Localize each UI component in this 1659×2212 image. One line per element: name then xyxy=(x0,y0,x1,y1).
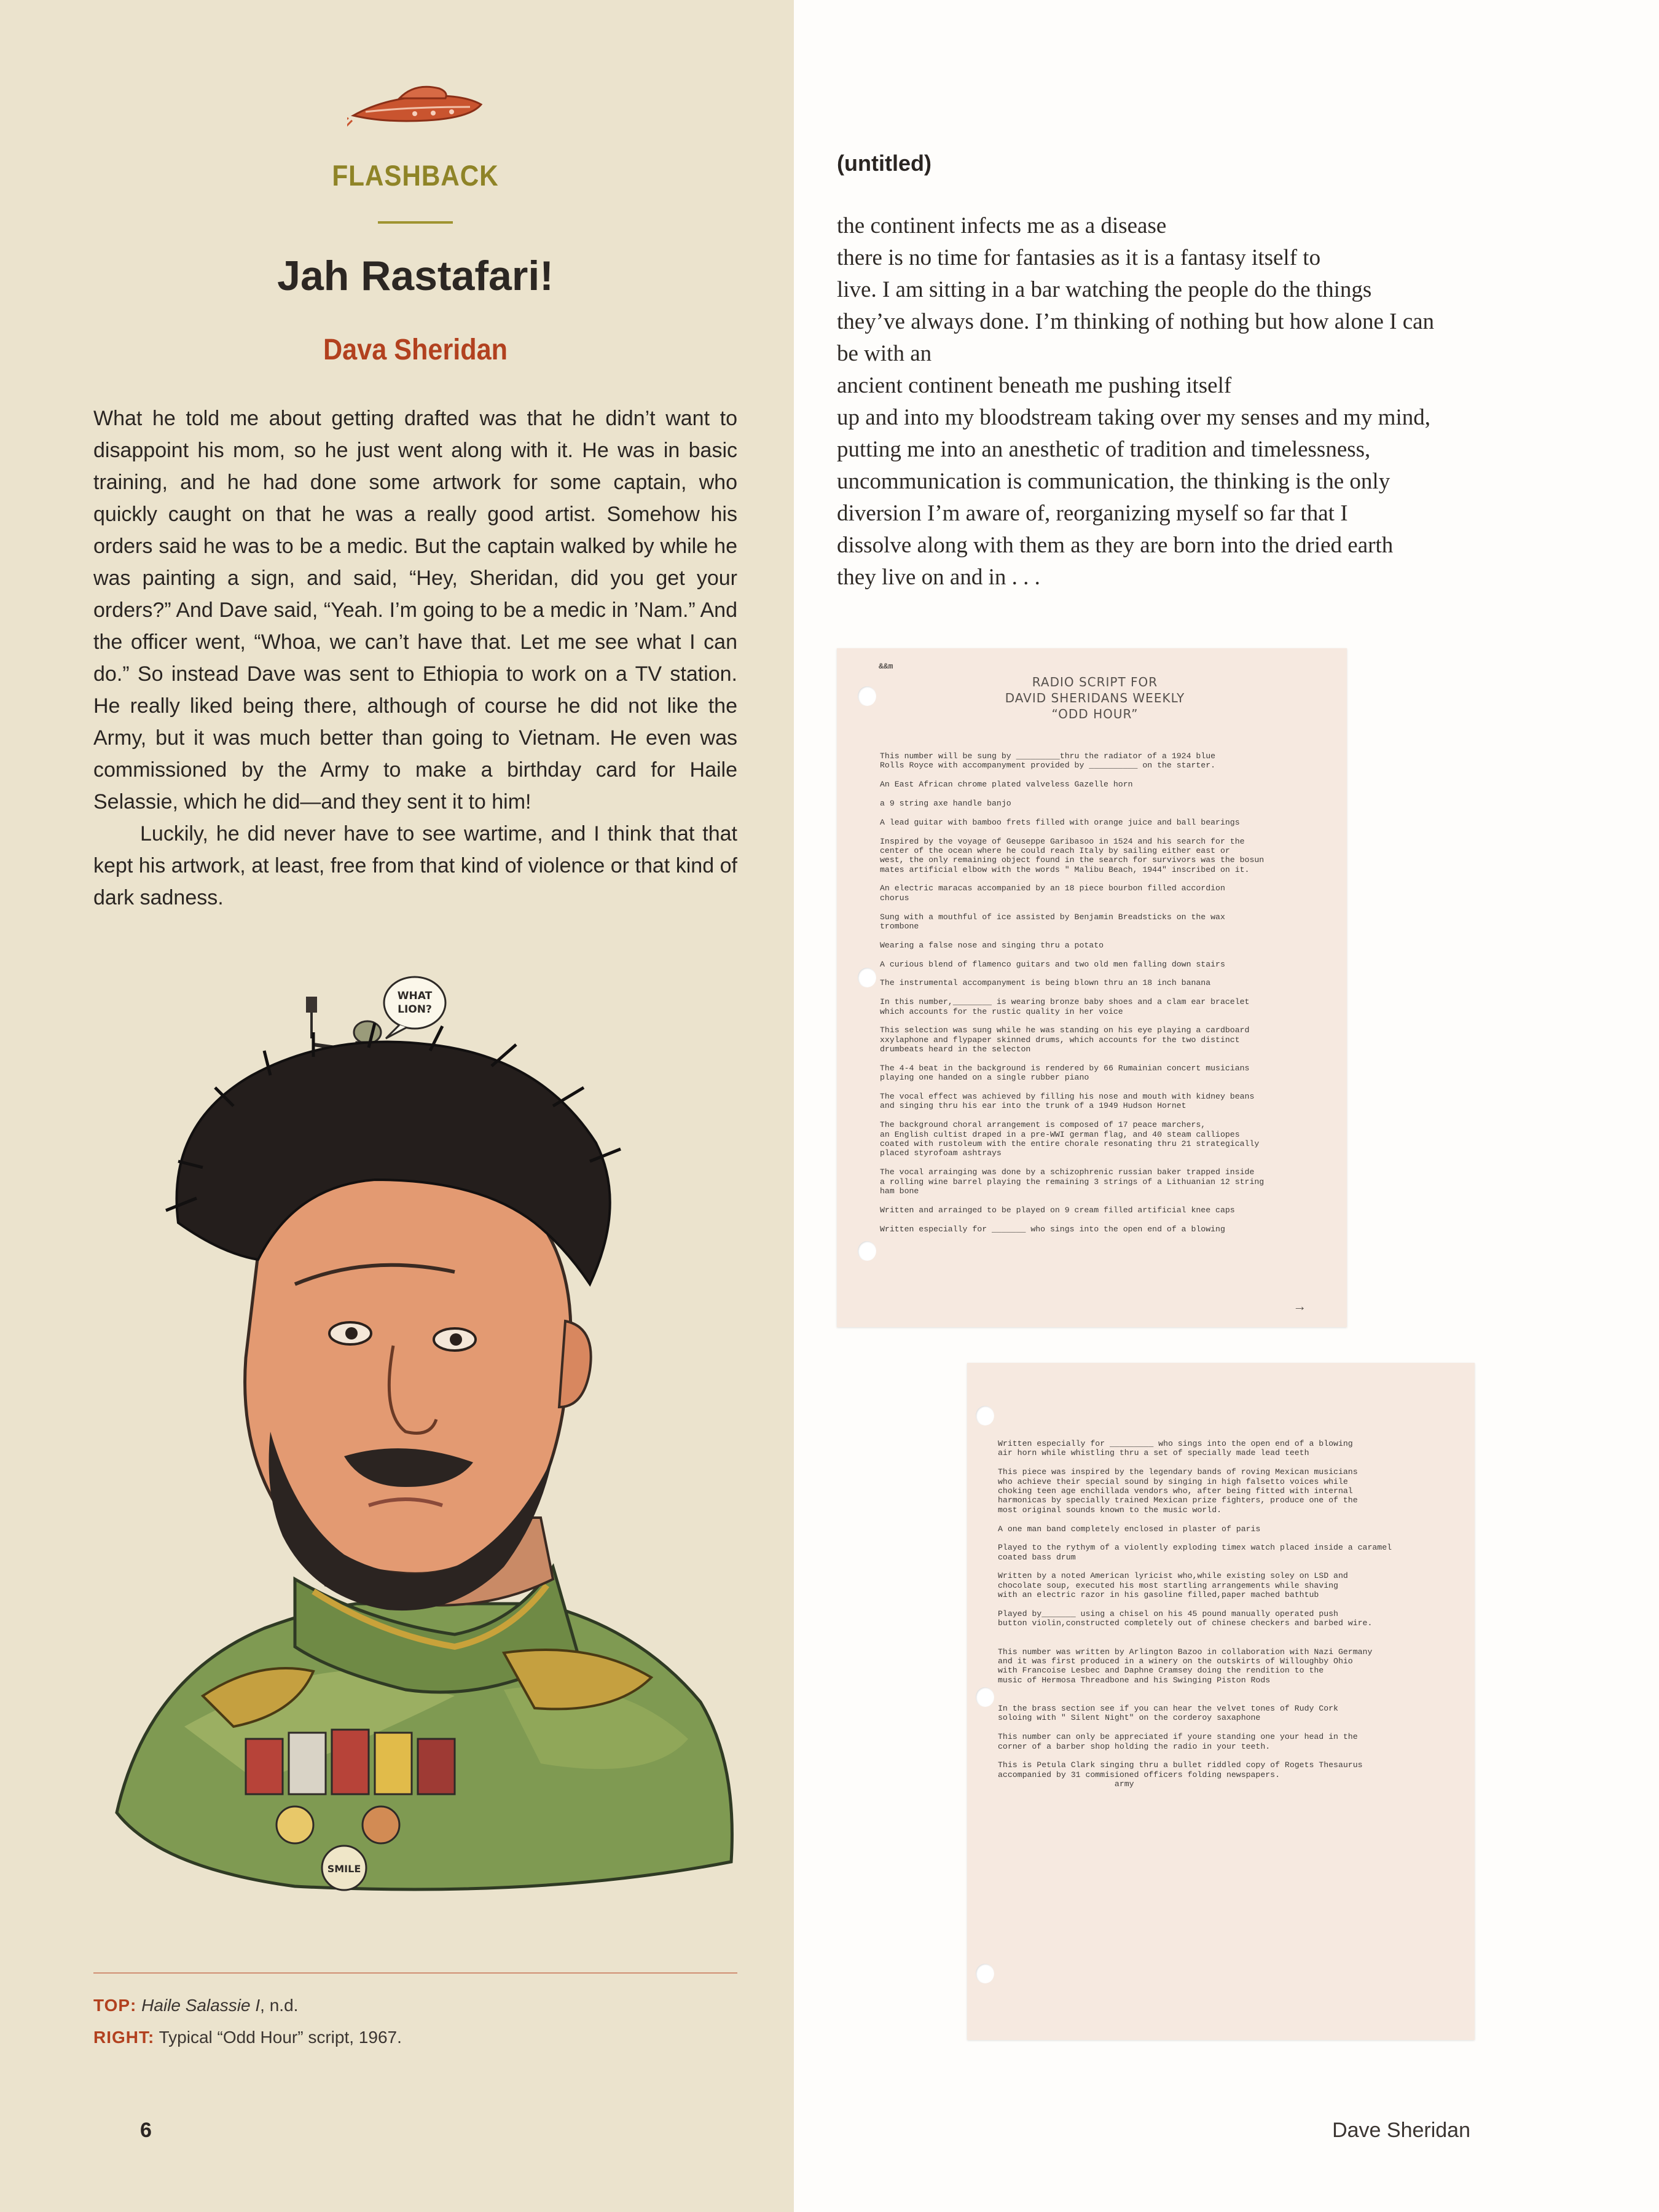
script-line: center of the ocean where he could reach Italy by sailing either east or xyxy=(880,845,1230,855)
running-head: Dave Sheridan xyxy=(1332,2119,1470,2142)
poem-line: be with an xyxy=(837,341,932,366)
caption-top-label: TOP: xyxy=(93,1996,137,2015)
script-line: a 9 string axe handle banjo xyxy=(880,798,1011,808)
script-line xyxy=(880,1054,1264,1064)
script-line: This number will be sung by _________thru the radiator of a 1924 blue xyxy=(880,751,1216,761)
smile-badge-text: SMILE xyxy=(327,1863,361,1875)
arrow-icon: → xyxy=(1295,1300,1304,1315)
kicker-rule xyxy=(378,221,453,224)
script-line xyxy=(998,1685,1392,1694)
script-line: This piece was inspired by the legendary bands of roving Mexican musicians xyxy=(998,1467,1358,1477)
script-line: chocolate soup, executed his most startling arrangements while shaving xyxy=(998,1580,1338,1590)
corner-mark: &&m xyxy=(879,662,893,671)
script-page-1 xyxy=(837,648,1347,1327)
script-line: playing one handed on a single rubber piano xyxy=(880,1073,1089,1083)
script-line: drumbeats heard in the selecton xyxy=(880,1045,1031,1054)
script-line: Written especially for _______ who sings into the open end of a blowing xyxy=(880,1224,1225,1234)
script-line xyxy=(880,808,1264,817)
script-line: west, the only remaining object found in the search for survivors was the bosun xyxy=(880,855,1265,865)
script-line: and singing thru his ear into the trunk of a 1949 Hudson Hornet xyxy=(880,1101,1186,1111)
script-line xyxy=(880,1158,1264,1167)
body-paragraph: What he told me about getting drafted was that he didn’t want to disappoint his mom, so he just went along with it. He was in basic training, and he had done some artwork for some captain, who quickly caught on that he was a really good artist. Somehow his orders said he was to be a medic. But the captain walked by while he was painting a sign, and said, “Hey, Sheridan, did you get your orders?” And Dave said, “Yeah. I’m going to be a medic in ’Nam.” And the officer went, “Whoa, we can’t have that. Let me see what I can do.” So instead Dave was sent to Ethiopia to work on a TV station. He really liked being there, although of course he did not like the Army, but it was much better than going to Vietnam. He even was commissioned by the Army to make a birthday card for Haile Selassie, which he did—and they sent it to him! xyxy=(93,407,737,814)
flying-saucer-icon xyxy=(347,80,485,135)
script-line: A lead guitar with bamboo frets filled with orange juice and ball bearings xyxy=(880,817,1240,827)
script-line xyxy=(880,969,1264,978)
poem-line: up and into my bloodstream taking over my senses and my mind, xyxy=(837,405,1430,430)
script-line xyxy=(880,771,1264,780)
script-line xyxy=(998,1562,1392,1571)
script-line: Rolls Royce with accompanyment provided by __________ on the starter. xyxy=(880,761,1216,771)
poem-line: the continent infects me as a disease xyxy=(837,213,1167,238)
script-line: Wearing a false nose and singing thru a potato xyxy=(880,940,1104,950)
script-line: Played by_______ using a chisel on his 45 pound manually operated push xyxy=(998,1609,1338,1619)
script-line: with Francoise Lesbec and Daphne Cramsey doing the rendition to the xyxy=(998,1666,1324,1676)
script-line: corner of a barber shop holding the radio in your teeth. xyxy=(998,1741,1271,1751)
body-paragraph: Luckily, he did never have to see wartime, and I think that that kept his artwork, at least, free from that kind of violence or that kind of dark sadness. xyxy=(93,822,737,909)
punch-hole xyxy=(976,1687,994,1707)
script-line xyxy=(998,1515,1392,1524)
script-line xyxy=(998,1695,1392,1704)
poem-text xyxy=(837,210,1488,594)
script-line xyxy=(880,950,1264,959)
poem-line: live. I am sitting in a bar watching the people do the things xyxy=(837,277,1372,302)
script-line xyxy=(880,1016,1264,1026)
script-line: placed styrofoam ashtrays xyxy=(880,1148,1002,1158)
haile-selassie-portrait xyxy=(111,965,743,1923)
script-line: Written by a noted American lyricist who,while existing soley on LSD and xyxy=(998,1571,1348,1581)
punch-hole xyxy=(858,686,876,706)
script-line: most original sounds known to the music world. xyxy=(998,1505,1222,1515)
bubble-text-2: LION? xyxy=(398,1003,432,1016)
handwritten-heading xyxy=(966,674,1224,722)
script-line: The vocal arrainging was done by a schizophrenic russian baker trapped inside xyxy=(880,1167,1255,1177)
handwritten-line: “ODD HOUR” xyxy=(1051,707,1139,721)
script-line: mates artificial elbow with the words " Malibu Beach, 1944" inscribed on it. xyxy=(880,865,1250,874)
script-line: This number can only be appreciated if youre standing one your head in the xyxy=(998,1732,1358,1742)
caption-rule xyxy=(93,1972,737,1974)
script-line: A curious blend of flamenco guitars and two old men falling down stairs xyxy=(880,959,1225,969)
script-line: who achieve their special sound by singing in high falsetto voices while xyxy=(998,1477,1348,1486)
script-line: The background choral arrangement is composed of 17 peace marchers, xyxy=(880,1120,1206,1130)
script-line: Written especially for _________ who sings into the open end of a blowing xyxy=(998,1439,1353,1448)
script-line: accompanied by 31 commisioned officers folding newspapers. xyxy=(998,1770,1280,1779)
script-line: In this number,________ is wearing bronze baby shoes and a clam ear bracelet xyxy=(880,997,1250,1007)
caption-top xyxy=(93,1996,298,2015)
script-line: An electric maracas accompanied by an 18 piece bourbon filled accordion xyxy=(880,884,1225,893)
script-line: Played to the rythym of a violently exploding timex watch placed inside a caramel xyxy=(998,1543,1392,1553)
script-line xyxy=(880,903,1264,912)
speech-bubble xyxy=(384,977,445,1038)
script-line xyxy=(998,1600,1392,1609)
handwritten-line: RADIO SCRIPT FOR xyxy=(1032,675,1158,689)
caption-right xyxy=(93,2028,402,2047)
script-line xyxy=(998,1723,1392,1732)
script-line xyxy=(880,1083,1264,1092)
poem-line: diversion I’m aware of, reorganizing myself so far that I xyxy=(837,501,1348,526)
poem-line: putting me into an anesthetic of tradition and timelessness, xyxy=(837,437,1371,462)
script-line: An East African chrome plated valveless Gazelle horn xyxy=(880,780,1133,790)
script-line xyxy=(880,1196,1264,1205)
script-text xyxy=(880,751,1264,1234)
script-line: Inspired by the voyage of Geuseppe Garibasoo in 1524 and his search for the xyxy=(880,836,1245,846)
script-line xyxy=(998,1637,1392,1647)
poem-line: uncommunication is communication, the thinking is the only xyxy=(837,469,1390,494)
page-number: 6 xyxy=(140,2119,152,2142)
script-line: soloing with " Silent Night" on the corderoy saxaphone xyxy=(998,1713,1261,1723)
script-line: This number was written by Arlington Bazoo in collaboration with Nazi Germany xyxy=(998,1647,1373,1657)
script-line: with an electric razor in his gasoline filled,paper mached bathtub xyxy=(998,1590,1319,1600)
script-line xyxy=(880,931,1264,940)
script-line: and it was first produced in a winery on the outskirts of Willoughby Ohio xyxy=(998,1656,1353,1666)
poem-line: there is no time for fantasies as it is a fantasy itself to xyxy=(837,245,1321,270)
poem-title: (untitled) xyxy=(837,151,931,176)
script-line: chorus xyxy=(880,893,909,903)
script-line: Written and arrainged to be played on 9 cream filled artificial knee caps xyxy=(880,1205,1235,1215)
poem-line: they’ve always done. I’m thinking of nothing but how alone I can xyxy=(837,309,1435,334)
caption-top-rest: , n.d. xyxy=(260,1996,299,2015)
script-line: music of Hermosa Threadbone and his Swinging Piston Rods xyxy=(998,1675,1271,1685)
script-line: coated bass drum xyxy=(998,1552,1076,1562)
script-line xyxy=(880,988,1264,997)
script-line xyxy=(880,827,1264,836)
script-line: This is Petula Clark singing thru a bullet riddled copy of Rogets Thesaurus xyxy=(998,1760,1363,1770)
punch-hole xyxy=(858,968,876,987)
script-line xyxy=(880,1215,1264,1224)
script-line: xxylaphone and flypaper skinned drums, which accounts for the two distinct xyxy=(880,1035,1240,1045)
script-line: air horn while whistling thru a set of specially made lead teeth xyxy=(998,1448,1309,1458)
script-line: which accounts for the rustic quality in her voice xyxy=(880,1006,1123,1016)
article-byline: Dava Sheridan xyxy=(323,334,508,366)
script-page-2 xyxy=(967,1363,1475,2040)
script-line: trombone xyxy=(880,922,919,931)
script-line: an English cultist draped in a pre-WWI german flag, and 40 steam calliopes xyxy=(880,1129,1240,1139)
script-line: The 4-4 beat in the background is rendered by 66 Rumainian concert musicians xyxy=(880,1063,1250,1073)
poem-line: dissolve along with them as they are born into the dried earth xyxy=(837,533,1394,558)
script-line xyxy=(880,790,1264,799)
script-line xyxy=(880,874,1264,884)
bubble-text-1: WHAT xyxy=(397,990,433,1002)
punch-hole xyxy=(976,1964,994,1983)
poem-line: ancient continent beneath me pushing itself xyxy=(837,373,1232,398)
script-line: Sung with a mouthful of ice assisted by Benjamin Breadsticks on the wax xyxy=(880,912,1225,922)
script-line: This selection was sung while he was standing on his eye playing a cardboard xyxy=(880,1026,1250,1035)
script-line: button violin,constructed completely out of chinese checkers and barbed wire. xyxy=(998,1618,1373,1628)
script-line xyxy=(998,1628,1392,1637)
script-line: A one man band completely enclosed in plaster of paris xyxy=(998,1524,1261,1534)
script-line: In the brass section see if you can hear the velvet tones of Rudy Cork xyxy=(998,1703,1338,1713)
script-line xyxy=(880,1111,1264,1120)
caption-right-text: Typical “Odd Hour” script, 1967. xyxy=(159,2028,402,2047)
article-title: Jah Rastafari! xyxy=(277,253,554,299)
section-kicker: FLASHBACK xyxy=(332,159,499,192)
punch-hole xyxy=(858,1241,876,1261)
script-line: army xyxy=(998,1779,1134,1789)
script-line: harmonicas by specially trained Mexican prize fighters, produce one of the xyxy=(998,1496,1358,1505)
script-text xyxy=(998,1439,1392,1789)
script-line: The instrumental accompanyment is being blown thru an 18 inch banana xyxy=(880,978,1211,988)
script-line: choking teen age enchillada vendors who, after being fitted with internal xyxy=(998,1486,1353,1496)
script-line: coated with rustoleum with the entire chorale resonating thru 21 strategically xyxy=(880,1139,1260,1149)
caption-right-label: RIGHT: xyxy=(93,2028,155,2047)
article-body xyxy=(93,402,737,914)
punch-hole xyxy=(976,1406,994,1426)
caption-top-title: Haile Salassie I xyxy=(141,1996,261,2015)
script-line: a rolling wine barrel playing the remaining 3 strings of a Lithuanian 12 string xyxy=(880,1177,1265,1186)
script-line xyxy=(998,1458,1392,1467)
handwritten-line: DAVID SHERIDANS WEEKLY xyxy=(1005,691,1185,705)
script-line xyxy=(998,1534,1392,1543)
script-line: ham bone xyxy=(880,1186,919,1196)
script-line xyxy=(998,1751,1392,1760)
script-line: The vocal effect was achieved by filling his nose and mouth with kidney beans xyxy=(880,1092,1255,1102)
poem-line: they live on and in . . . xyxy=(837,565,1040,590)
